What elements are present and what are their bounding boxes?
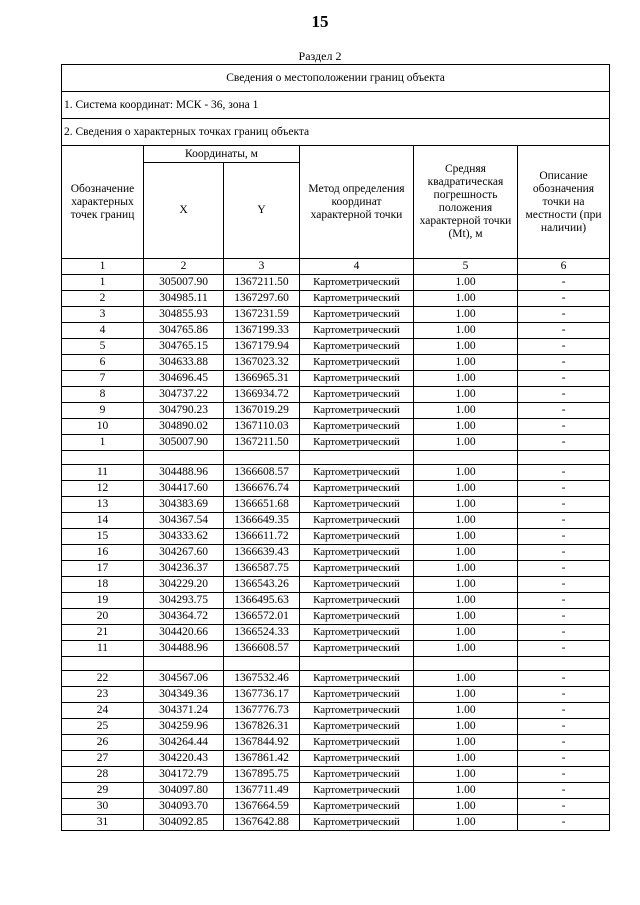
method-cell: Картометрический bbox=[300, 593, 414, 609]
point-number-cell: 2 bbox=[62, 291, 144, 307]
header-method: Метод определения координат характерной точки bbox=[300, 146, 414, 259]
method-cell: Картометрический bbox=[300, 751, 414, 767]
table-row bbox=[62, 751, 610, 767]
point-number-cell bbox=[62, 657, 144, 671]
error-cell: 1.00 bbox=[414, 625, 518, 641]
method-cell: Картометрический bbox=[300, 403, 414, 419]
description-cell: - bbox=[518, 545, 610, 561]
x-coordinate-cell: 304293.75 bbox=[144, 593, 224, 609]
table-row bbox=[62, 465, 610, 481]
y-coordinate-cell: 1366524.33 bbox=[224, 625, 300, 641]
column-number: 1 bbox=[62, 259, 144, 275]
point-number-cell: 25 bbox=[62, 719, 144, 735]
point-number-cell: 6 bbox=[62, 355, 144, 371]
column-numbers-row bbox=[62, 259, 610, 275]
method-cell: Картометрический bbox=[300, 577, 414, 593]
description-cell: - bbox=[518, 465, 610, 481]
description-cell: - bbox=[518, 291, 610, 307]
description-cell: - bbox=[518, 371, 610, 387]
error-cell bbox=[414, 657, 518, 671]
point-number-cell: 28 bbox=[62, 767, 144, 783]
point-number-cell: 11 bbox=[62, 641, 144, 657]
table-row bbox=[62, 481, 610, 497]
description-cell: - bbox=[518, 497, 610, 513]
point-number-cell: 8 bbox=[62, 387, 144, 403]
y-coordinate-cell: 1367110.03 bbox=[224, 419, 300, 435]
error-cell: 1.00 bbox=[414, 419, 518, 435]
separator-row bbox=[62, 657, 610, 671]
x-coordinate-cell: 304364.72 bbox=[144, 609, 224, 625]
point-number-cell: 15 bbox=[62, 529, 144, 545]
method-cell: Картометрический bbox=[300, 799, 414, 815]
description-cell: - bbox=[518, 735, 610, 751]
table-row bbox=[62, 719, 610, 735]
description-cell: - bbox=[518, 719, 610, 735]
point-number-cell: 11 bbox=[62, 465, 144, 481]
point-number-cell: 26 bbox=[62, 735, 144, 751]
error-cell: 1.00 bbox=[414, 403, 518, 419]
method-cell: Картометрический bbox=[300, 275, 414, 291]
x-coordinate-cell: 304488.96 bbox=[144, 641, 224, 657]
table-row bbox=[62, 609, 610, 625]
method-cell: Картометрический bbox=[300, 767, 414, 783]
table-row bbox=[62, 783, 610, 799]
description-cell bbox=[518, 451, 610, 465]
table-row bbox=[62, 671, 610, 687]
table-row bbox=[62, 687, 610, 703]
x-coordinate-cell: 304633.88 bbox=[144, 355, 224, 371]
method-cell: Картометрический bbox=[300, 465, 414, 481]
y-coordinate-cell: 1366965.31 bbox=[224, 371, 300, 387]
table-row bbox=[62, 735, 610, 751]
table-row bbox=[62, 387, 610, 403]
y-coordinate-cell: 1367642.88 bbox=[224, 815, 300, 831]
table-row bbox=[62, 593, 610, 609]
description-cell: - bbox=[518, 387, 610, 403]
error-cell: 1.00 bbox=[414, 671, 518, 687]
description-cell: - bbox=[518, 403, 610, 419]
point-number-cell: 19 bbox=[62, 593, 144, 609]
x-coordinate-cell: 305007.90 bbox=[144, 275, 224, 291]
point-number-cell: 7 bbox=[62, 371, 144, 387]
table-row bbox=[62, 513, 610, 529]
method-cell bbox=[300, 451, 414, 465]
x-coordinate-cell bbox=[144, 657, 224, 671]
table-row bbox=[62, 545, 610, 561]
y-coordinate-cell: 1367776.73 bbox=[224, 703, 300, 719]
y-coordinate-cell: 1366649.35 bbox=[224, 513, 300, 529]
x-coordinate-cell: 304417.60 bbox=[144, 481, 224, 497]
y-coordinate-cell: 1367297.60 bbox=[224, 291, 300, 307]
x-coordinate-cell: 304220.43 bbox=[144, 751, 224, 767]
x-coordinate-cell: 304367.54 bbox=[144, 513, 224, 529]
description-cell: - bbox=[518, 323, 610, 339]
description-cell: - bbox=[518, 687, 610, 703]
y-coordinate-cell: 1367711.49 bbox=[224, 783, 300, 799]
x-coordinate-cell: 304737.22 bbox=[144, 387, 224, 403]
y-coordinate-cell: 1366495.63 bbox=[224, 593, 300, 609]
boundary-points-table bbox=[61, 64, 610, 831]
point-number-cell: 16 bbox=[62, 545, 144, 561]
table-row bbox=[62, 561, 610, 577]
table-row bbox=[62, 529, 610, 545]
table-row bbox=[62, 275, 610, 291]
error-cell: 1.00 bbox=[414, 687, 518, 703]
point-number-cell: 3 bbox=[62, 307, 144, 323]
description-cell: - bbox=[518, 767, 610, 783]
table-row bbox=[62, 703, 610, 719]
error-cell: 1.00 bbox=[414, 815, 518, 831]
point-number-cell: 27 bbox=[62, 751, 144, 767]
table-row bbox=[62, 371, 610, 387]
table-row bbox=[62, 307, 610, 323]
y-coordinate-cell bbox=[224, 451, 300, 465]
point-number-cell: 1 bbox=[62, 275, 144, 291]
x-coordinate-cell: 304855.93 bbox=[144, 307, 224, 323]
coordinate-system: 1. Система координат: МСК - 36, зона 1 bbox=[62, 92, 610, 119]
point-number-cell: 20 bbox=[62, 609, 144, 625]
header-description: Описание обозначения точки на местности (при наличии) bbox=[518, 146, 610, 259]
x-coordinate-cell: 304093.70 bbox=[144, 799, 224, 815]
description-cell: - bbox=[518, 625, 610, 641]
description-cell: - bbox=[518, 751, 610, 767]
x-coordinate-cell: 304097.80 bbox=[144, 783, 224, 799]
method-cell: Картометрический bbox=[300, 719, 414, 735]
x-coordinate-cell: 304567.06 bbox=[144, 671, 224, 687]
point-number-cell: 4 bbox=[62, 323, 144, 339]
error-cell: 1.00 bbox=[414, 323, 518, 339]
method-cell: Картометрический bbox=[300, 435, 414, 451]
point-number-cell: 22 bbox=[62, 671, 144, 687]
method-cell: Картометрический bbox=[300, 371, 414, 387]
x-coordinate-cell: 304349.36 bbox=[144, 687, 224, 703]
method-cell: Картометрический bbox=[300, 641, 414, 657]
x-coordinate-cell: 304333.62 bbox=[144, 529, 224, 545]
description-cell: - bbox=[518, 355, 610, 371]
description-cell: - bbox=[518, 307, 610, 323]
x-coordinate-cell: 304259.96 bbox=[144, 719, 224, 735]
description-cell: - bbox=[518, 703, 610, 719]
x-coordinate-cell: 304890.02 bbox=[144, 419, 224, 435]
description-cell: - bbox=[518, 561, 610, 577]
table-row bbox=[62, 815, 610, 831]
table-row bbox=[62, 497, 610, 513]
description-cell: - bbox=[518, 815, 610, 831]
method-cell: Картометрический bbox=[300, 815, 414, 831]
error-cell: 1.00 bbox=[414, 735, 518, 751]
method-cell: Картометрический bbox=[300, 529, 414, 545]
description-cell: - bbox=[518, 339, 610, 355]
x-coordinate-cell: 304383.69 bbox=[144, 497, 224, 513]
error-cell: 1.00 bbox=[414, 465, 518, 481]
x-coordinate-cell: 304267.60 bbox=[144, 545, 224, 561]
error-cell: 1.00 bbox=[414, 355, 518, 371]
error-cell: 1.00 bbox=[414, 275, 518, 291]
error-cell: 1.00 bbox=[414, 387, 518, 403]
method-cell: Картометрический bbox=[300, 387, 414, 403]
point-number-cell: 29 bbox=[62, 783, 144, 799]
table-row bbox=[62, 323, 610, 339]
error-cell: 1.00 bbox=[414, 339, 518, 355]
y-coordinate-cell: 1366608.57 bbox=[224, 641, 300, 657]
x-coordinate-cell: 304985.11 bbox=[144, 291, 224, 307]
table-row bbox=[62, 419, 610, 435]
error-cell: 1.00 bbox=[414, 593, 518, 609]
y-coordinate-cell: 1366639.43 bbox=[224, 545, 300, 561]
description-cell: - bbox=[518, 275, 610, 291]
x-coordinate-cell: 304371.24 bbox=[144, 703, 224, 719]
error-cell: 1.00 bbox=[414, 641, 518, 657]
error-cell: 1.00 bbox=[414, 513, 518, 529]
error-cell: 1.00 bbox=[414, 751, 518, 767]
description-cell: - bbox=[518, 783, 610, 799]
y-coordinate-cell: 1366543.26 bbox=[224, 577, 300, 593]
header-error: Средняя квадратическая погрешность положения характерной точки (Mt), м bbox=[414, 146, 518, 259]
point-number-cell: 18 bbox=[62, 577, 144, 593]
error-cell: 1.00 bbox=[414, 497, 518, 513]
description-cell: - bbox=[518, 529, 610, 545]
point-number-cell: 1 bbox=[62, 435, 144, 451]
method-cell: Картометрический bbox=[300, 687, 414, 703]
table-row bbox=[62, 767, 610, 783]
method-cell: Картометрический bbox=[300, 625, 414, 641]
separator-row bbox=[62, 451, 610, 465]
y-coordinate-cell: 1366676.74 bbox=[224, 481, 300, 497]
point-number-cell: 17 bbox=[62, 561, 144, 577]
error-cell: 1.00 bbox=[414, 371, 518, 387]
y-coordinate-cell: 1367736.17 bbox=[224, 687, 300, 703]
description-cell: - bbox=[518, 593, 610, 609]
y-coordinate-cell: 1367179.94 bbox=[224, 339, 300, 355]
error-cell: 1.00 bbox=[414, 291, 518, 307]
method-cell: Картометрический bbox=[300, 355, 414, 371]
error-cell: 1.00 bbox=[414, 783, 518, 799]
method-cell: Картометрический bbox=[300, 481, 414, 497]
description-cell: - bbox=[518, 671, 610, 687]
method-cell: Картометрический bbox=[300, 783, 414, 799]
x-coordinate-cell: 304264.44 bbox=[144, 735, 224, 751]
point-number-cell: 24 bbox=[62, 703, 144, 719]
column-number: 3 bbox=[224, 259, 300, 275]
method-cell: Картометрический bbox=[300, 735, 414, 751]
x-coordinate-cell: 304172.79 bbox=[144, 767, 224, 783]
x-coordinate-cell: 304765.15 bbox=[144, 339, 224, 355]
header-y: Y bbox=[224, 163, 300, 259]
table-row bbox=[62, 291, 610, 307]
y-coordinate-cell: 1367532.46 bbox=[224, 671, 300, 687]
x-coordinate-cell: 304696.45 bbox=[144, 371, 224, 387]
y-coordinate-cell: 1366611.72 bbox=[224, 529, 300, 545]
y-coordinate-cell: 1367231.59 bbox=[224, 307, 300, 323]
y-coordinate-cell: 1366608.57 bbox=[224, 465, 300, 481]
point-number-cell: 9 bbox=[62, 403, 144, 419]
x-coordinate-cell: 304790.23 bbox=[144, 403, 224, 419]
point-number-cell: 23 bbox=[62, 687, 144, 703]
table-row bbox=[62, 577, 610, 593]
point-number-cell: 31 bbox=[62, 815, 144, 831]
y-coordinate-cell: 1367895.75 bbox=[224, 767, 300, 783]
point-number-cell: 5 bbox=[62, 339, 144, 355]
method-cell: Картометрический bbox=[300, 339, 414, 355]
method-cell: Картометрический bbox=[300, 671, 414, 687]
x-coordinate-cell: 304765.86 bbox=[144, 323, 224, 339]
table-row bbox=[62, 355, 610, 371]
method-cell: Картометрический bbox=[300, 545, 414, 561]
method-cell: Картометрический bbox=[300, 307, 414, 323]
error-cell: 1.00 bbox=[414, 577, 518, 593]
error-cell: 1.00 bbox=[414, 609, 518, 625]
y-coordinate-cell: 1367023.32 bbox=[224, 355, 300, 371]
method-cell: Картометрический bbox=[300, 561, 414, 577]
x-coordinate-cell: 304229.20 bbox=[144, 577, 224, 593]
point-number-cell: 30 bbox=[62, 799, 144, 815]
error-cell: 1.00 bbox=[414, 767, 518, 783]
point-number-cell: 21 bbox=[62, 625, 144, 641]
point-number-cell: 14 bbox=[62, 513, 144, 529]
description-cell: - bbox=[518, 419, 610, 435]
y-coordinate-cell: 1367019.29 bbox=[224, 403, 300, 419]
method-cell: Картометрический bbox=[300, 703, 414, 719]
y-coordinate-cell bbox=[224, 657, 300, 671]
method-cell: Картометрический bbox=[300, 419, 414, 435]
y-coordinate-cell: 1366934.72 bbox=[224, 387, 300, 403]
x-coordinate-cell: 304420.66 bbox=[144, 625, 224, 641]
column-number: 4 bbox=[300, 259, 414, 275]
table-row bbox=[62, 339, 610, 355]
x-coordinate-cell: 304488.96 bbox=[144, 465, 224, 481]
method-cell: Картометрический bbox=[300, 513, 414, 529]
error-cell: 1.00 bbox=[414, 703, 518, 719]
column-number: 5 bbox=[414, 259, 518, 275]
description-cell: - bbox=[518, 513, 610, 529]
table-row bbox=[62, 641, 610, 657]
x-coordinate-cell: 304236.37 bbox=[144, 561, 224, 577]
method-cell: Картометрический bbox=[300, 497, 414, 513]
x-coordinate-cell bbox=[144, 451, 224, 465]
y-coordinate-cell: 1367664.59 bbox=[224, 799, 300, 815]
description-cell bbox=[518, 657, 610, 671]
description-cell: - bbox=[518, 609, 610, 625]
y-coordinate-cell: 1367861.42 bbox=[224, 751, 300, 767]
table-row bbox=[62, 799, 610, 815]
point-number-cell: 13 bbox=[62, 497, 144, 513]
point-number-cell: 12 bbox=[62, 481, 144, 497]
section-title: Раздел 2 bbox=[298, 49, 342, 63]
column-number: 6 bbox=[518, 259, 610, 275]
y-coordinate-cell: 1367826.31 bbox=[224, 719, 300, 735]
error-cell: 1.00 bbox=[414, 545, 518, 561]
y-coordinate-cell: 1366651.68 bbox=[224, 497, 300, 513]
point-number-cell bbox=[62, 451, 144, 465]
y-coordinate-cell: 1367199.33 bbox=[224, 323, 300, 339]
y-coordinate-cell: 1366572.01 bbox=[224, 609, 300, 625]
column-number: 2 bbox=[144, 259, 224, 275]
table-title: Сведения о местоположении границ объекта bbox=[62, 65, 610, 92]
y-coordinate-cell: 1367211.50 bbox=[224, 435, 300, 451]
points-section-title: 2. Сведения о характерных точках границ объекта bbox=[62, 119, 610, 146]
description-cell: - bbox=[518, 641, 610, 657]
error-cell: 1.00 bbox=[414, 529, 518, 545]
error-cell: 1.00 bbox=[414, 719, 518, 735]
table-row bbox=[62, 435, 610, 451]
x-coordinate-cell: 304092.85 bbox=[144, 815, 224, 831]
table-row bbox=[62, 403, 610, 419]
header-designation: Обозначение характерных точек границ bbox=[62, 146, 144, 259]
error-cell: 1.00 bbox=[414, 307, 518, 323]
x-coordinate-cell: 305007.90 bbox=[144, 435, 224, 451]
description-cell: - bbox=[518, 481, 610, 497]
error-cell: 1.00 bbox=[414, 799, 518, 815]
description-cell: - bbox=[518, 577, 610, 593]
method-cell: Картометрический bbox=[300, 291, 414, 307]
header-coordinates: Координаты, м bbox=[144, 146, 300, 163]
error-cell: 1.00 bbox=[414, 435, 518, 451]
header-x: X bbox=[144, 163, 224, 259]
point-number-cell: 10 bbox=[62, 419, 144, 435]
table-row bbox=[62, 625, 610, 641]
y-coordinate-cell: 1366587.75 bbox=[224, 561, 300, 577]
y-coordinate-cell: 1367844.92 bbox=[224, 735, 300, 751]
method-cell bbox=[300, 657, 414, 671]
description-cell: - bbox=[518, 435, 610, 451]
method-cell: Картометрический bbox=[300, 609, 414, 625]
error-cell: 1.00 bbox=[414, 561, 518, 577]
error-cell: 1.00 bbox=[414, 481, 518, 497]
error-cell bbox=[414, 451, 518, 465]
page-number: 15 bbox=[311, 12, 329, 31]
description-cell: - bbox=[518, 799, 610, 815]
method-cell: Картометрический bbox=[300, 323, 414, 339]
y-coordinate-cell: 1367211.50 bbox=[224, 275, 300, 291]
